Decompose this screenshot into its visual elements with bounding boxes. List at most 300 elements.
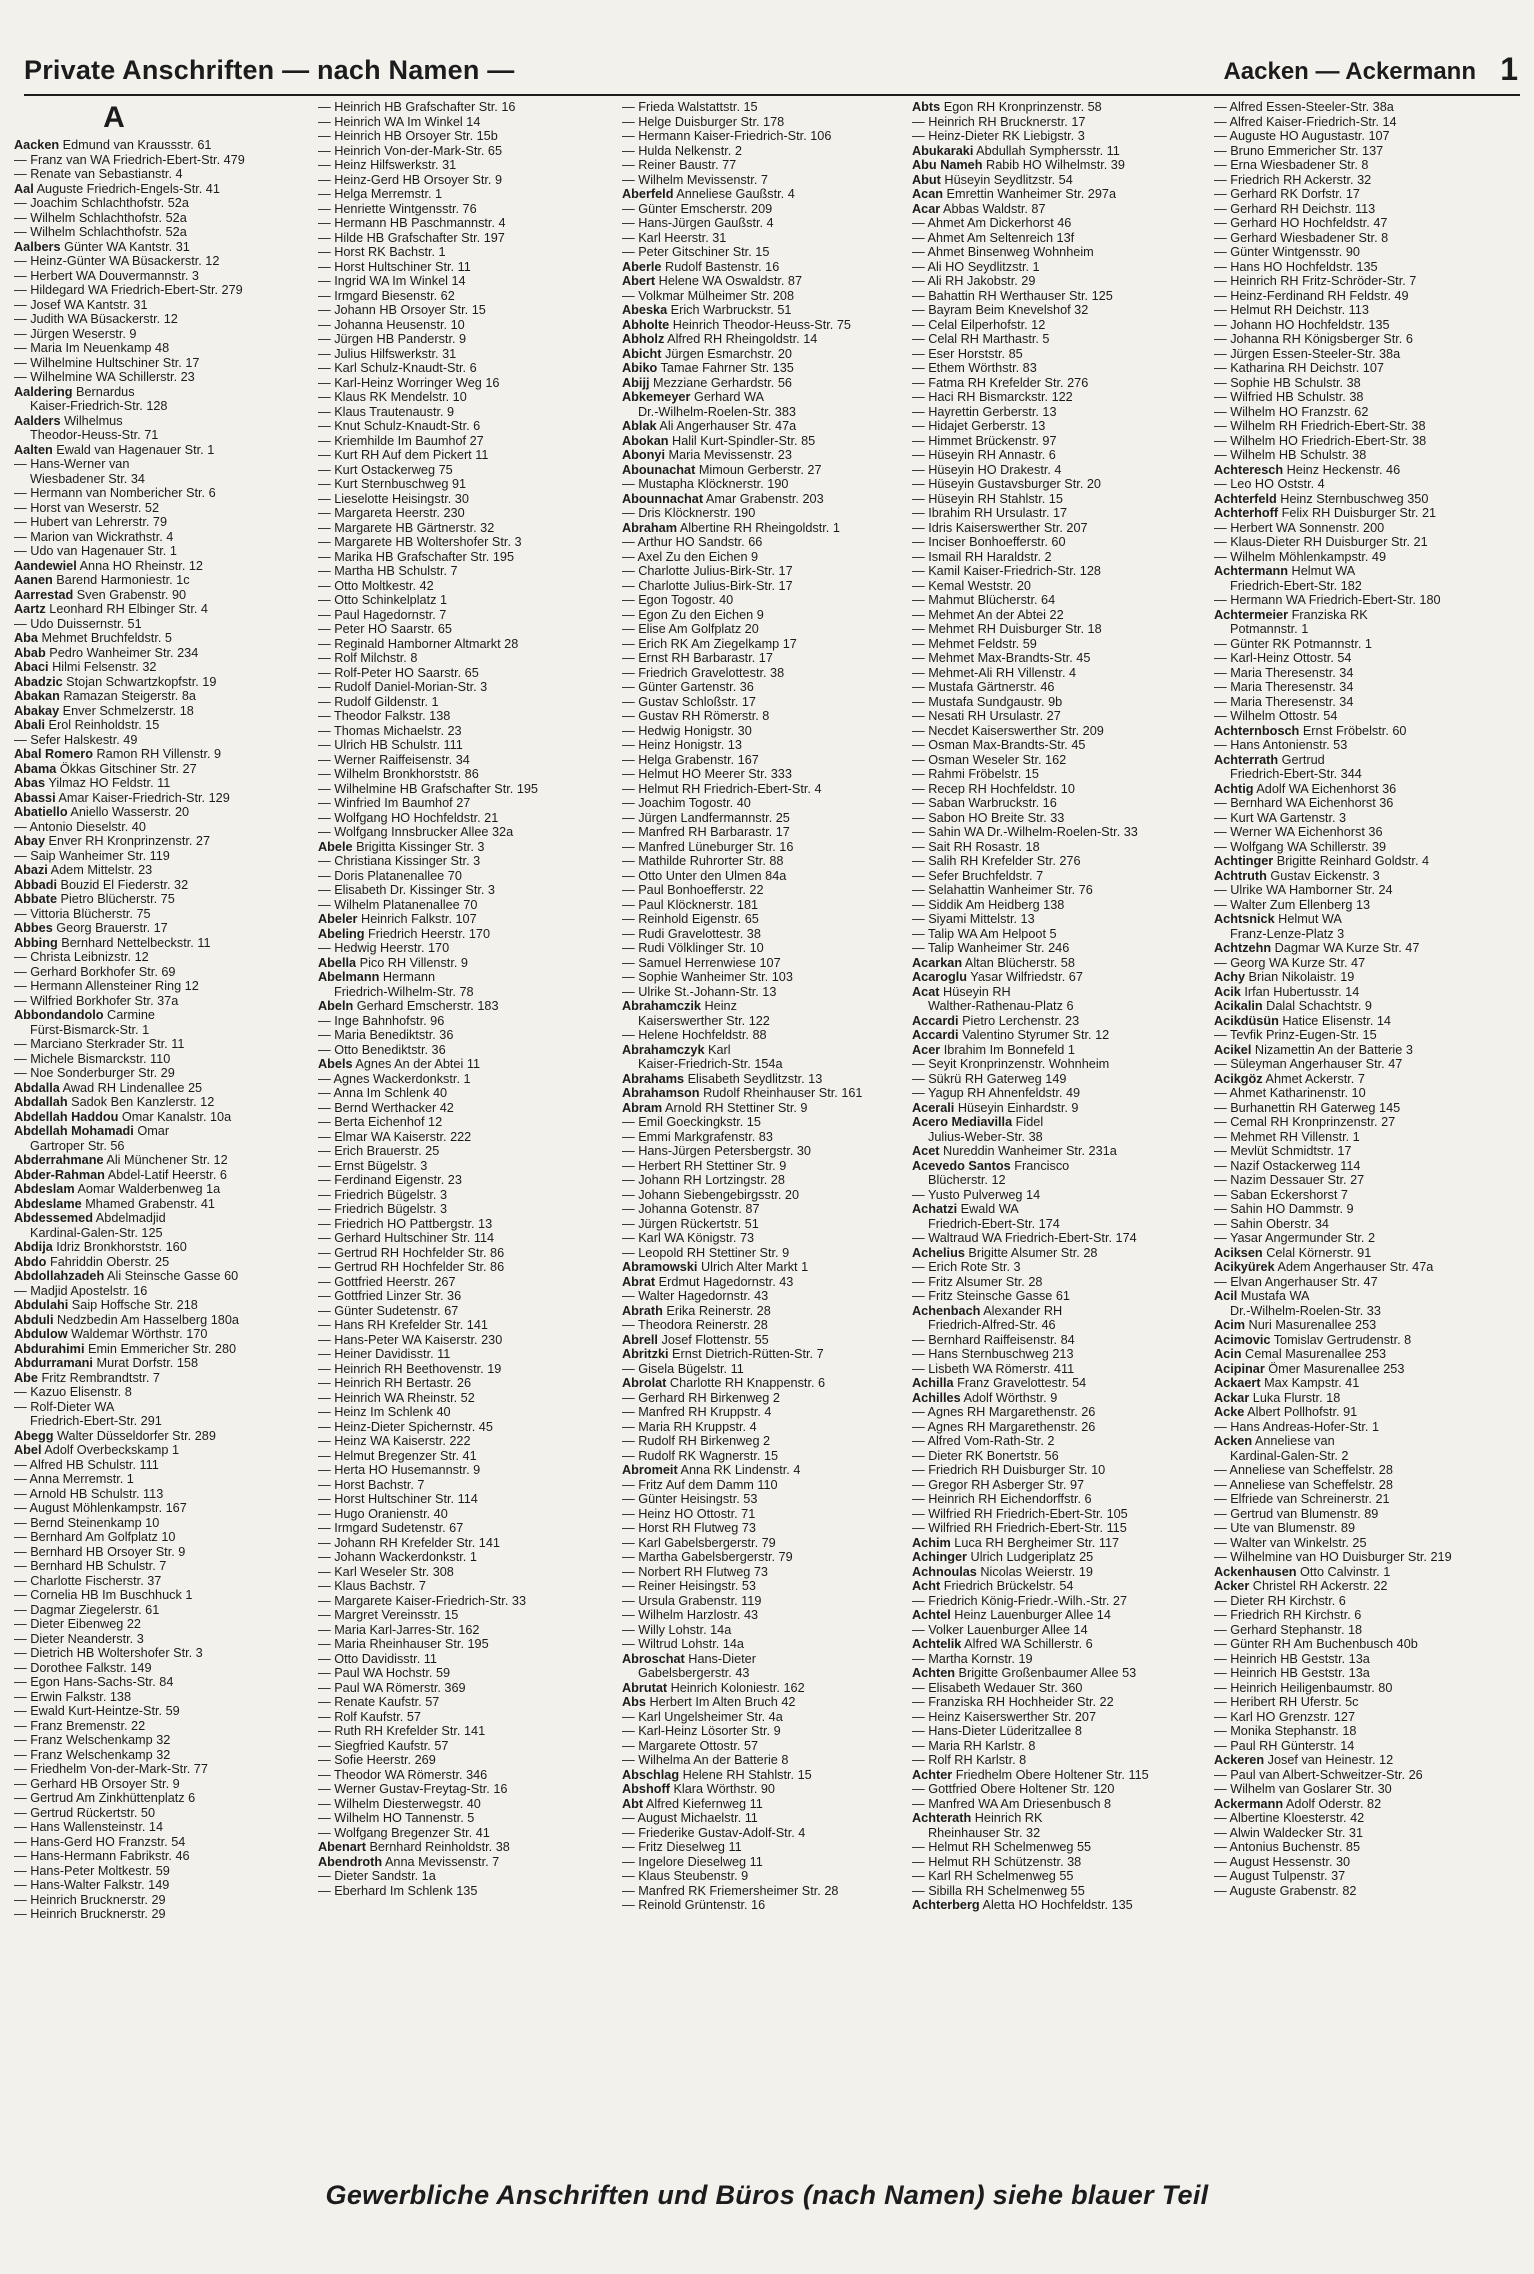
entry-surname: Acar	[912, 201, 941, 216]
entry-details: Leopold RH Stettiner Str. 9	[634, 1245, 790, 1260]
entry-details: Wilhelmine Hultschiner Str. 17	[26, 355, 200, 370]
entry-surname: Acikgöz	[1214, 1071, 1263, 1086]
directory-entry	[912, 1652, 1208, 1667]
directory-entry	[318, 231, 614, 246]
directory-entry	[14, 979, 310, 994]
entry-details: Kazuo Elisenstr. 8	[26, 1385, 132, 1399]
entry-surname: Abay	[14, 834, 46, 848]
entry-details: Yilmaz HO Feldstr. 11	[45, 776, 171, 790]
directory-entry	[318, 985, 614, 1000]
entry-details: Irmgard Biesenstr. 62	[330, 288, 455, 303]
directory-entry	[14, 1574, 310, 1589]
directory-entry	[912, 492, 1208, 507]
directory-entry	[622, 550, 918, 565]
entry-details: Helmut RH Schelmenweg 55	[924, 1840, 1092, 1854]
directory-entry	[318, 1246, 614, 1261]
directory-entry	[912, 1405, 1208, 1420]
directory-entry	[318, 202, 614, 217]
entry-details: Adem Angerhauser Str. 47a	[1274, 1260, 1434, 1274]
directory-entry	[912, 1579, 1208, 1594]
entry-surname: —	[318, 1767, 331, 1782]
entry-details: Sophie Wanheimer Str. 103	[634, 970, 793, 984]
entry-details: Friedrich Gravelottestr. 38	[634, 665, 785, 680]
entry-surname: —	[318, 1318, 331, 1332]
entry-surname: —	[1214, 245, 1227, 259]
entry-details: Amar Kaiser-Friedrich-Str. 129	[55, 790, 230, 805]
entry-surname: —	[622, 549, 635, 564]
entry-surname: —	[1214, 1086, 1227, 1100]
entry-details: Winfried Im Baumhof 27	[330, 796, 471, 810]
entry-surname: —	[912, 361, 925, 375]
directory-entry	[912, 1681, 1208, 1696]
directory-entry	[318, 1695, 614, 1710]
directory-entry	[622, 245, 918, 260]
entry-details: Dieter Neanderstr. 3	[26, 1631, 144, 1646]
directory-entry	[1214, 1826, 1510, 1841]
directory-entry	[1214, 651, 1510, 666]
directory-entry	[912, 840, 1208, 855]
entry-details: Celal Eilperhofstr. 12	[924, 317, 1046, 332]
entry-surname: Abholte	[622, 317, 670, 332]
entry-details: Wilhelmus	[60, 413, 123, 428]
entry-details: Sükrü RH Gaterweg 149	[924, 1071, 1067, 1086]
entry-details: Süleyman Angerhauser Str. 47	[1226, 1057, 1403, 1071]
directory-entry	[912, 1086, 1208, 1101]
directory-entry	[1214, 303, 1510, 318]
entry-details: Karl-Heinz Lösorter Str. 9	[634, 1724, 781, 1738]
entry-details: Potmannstr. 1	[1230, 622, 1309, 636]
directory-entry	[14, 1023, 310, 1038]
entry-surname: Achterfeld	[1214, 491, 1277, 506]
entry-surname: Aberfeld	[622, 187, 674, 201]
entry-details: Wilhelmine HB Grafschafter Str. 195	[330, 781, 538, 796]
entry-surname: Achtermann	[1214, 564, 1289, 578]
entry-details: Wilhelm HO Franzstr. 62	[1226, 404, 1369, 419]
directory-entry	[14, 385, 310, 400]
directory-entry	[318, 1275, 614, 1290]
entry-details: Sibilla RH Schelmenweg 55	[924, 1883, 1085, 1898]
directory-entry	[1214, 361, 1510, 376]
directory-entry	[318, 1652, 614, 1667]
directory-entry	[14, 1704, 310, 1719]
entry-surname: —	[1214, 433, 1227, 448]
directory-entry	[14, 1632, 310, 1647]
entry-surname: —	[912, 651, 925, 665]
entry-details: Wilhelm HO Tannenstr. 5	[330, 1811, 475, 1825]
entry-surname: Aba	[14, 631, 38, 645]
entry-surname: —	[912, 535, 925, 549]
directory-entry	[622, 579, 918, 594]
directory-entry	[912, 1492, 1208, 1507]
directory-entry	[14, 341, 310, 356]
entry-surname: Abroschat	[622, 1651, 685, 1666]
entry-surname: —	[318, 1593, 331, 1608]
directory-entry	[1214, 347, 1510, 362]
directory-entry	[912, 564, 1208, 579]
entry-surname: —	[318, 796, 331, 810]
directory-entry	[318, 724, 614, 739]
directory-entry	[14, 1443, 310, 1458]
entry-details: Theodora Reinerstr. 28	[634, 1318, 768, 1332]
directory-entry	[622, 564, 918, 579]
entry-details: Heinrich RH Fritz-Schröder-Str. 7	[1226, 274, 1417, 288]
directory-entry	[14, 1835, 310, 1850]
directory-entry	[1214, 1753, 1510, 1768]
entry-surname: —	[622, 100, 635, 114]
entry-details: Antonio Dieselstr. 40	[26, 819, 146, 834]
entry-details: Horst RK Bachstr. 1	[330, 245, 446, 259]
directory-entry	[318, 1855, 614, 1870]
directory-entry	[622, 767, 918, 782]
directory-entry	[912, 100, 1208, 115]
entry-surname: Abdellah Mohamadi	[14, 1124, 134, 1138]
entry-surname: —	[14, 1762, 27, 1776]
entry-details: Johann RH Krefelder Str. 141	[330, 1535, 500, 1550]
directory-entry	[622, 173, 918, 188]
entry-surname: —	[1214, 1057, 1227, 1071]
directory-entry	[622, 1898, 918, 1913]
entry-surname: —	[912, 216, 925, 230]
directory-entry	[1214, 709, 1510, 724]
entry-surname: —	[912, 506, 925, 520]
entry-details: Hans-Gerd HO Franzstr. 54	[26, 1834, 186, 1849]
directory-entry	[1214, 1594, 1510, 1609]
entry-details: Helmut RH Schützenstr. 38	[924, 1854, 1082, 1869]
entry-details: Alfred RH Rheingoldstr. 14	[664, 332, 818, 346]
entry-details: Rudolf RH Birkenweg 2	[634, 1434, 771, 1448]
entry-surname: —	[622, 839, 635, 854]
entry-details: Elise Am Golfplatz 20	[634, 622, 759, 636]
entry-details: Elisabeth Wedauer Str. 360	[924, 1680, 1083, 1695]
entry-details: Wiltrud Lohstr. 14a	[634, 1637, 744, 1651]
entry-details: Gartroper Str. 56	[30, 1138, 125, 1153]
directory-entry	[14, 588, 310, 603]
directory-entry	[1214, 579, 1510, 594]
directory-entry	[912, 318, 1208, 333]
entry-details: Adolf Overbeckskamp 1	[41, 1443, 180, 1457]
entry-details: Gustav Schloßstr. 17	[634, 694, 756, 709]
entry-surname: —	[912, 1782, 925, 1796]
entry-details: Rudolf Bastenstr. 16	[661, 259, 780, 274]
entry-details: Wilhelmine van HO Duisburger Str. 219	[1226, 1550, 1452, 1564]
entry-details: Wolfgang HO Hochfeldstr. 21	[330, 810, 499, 825]
entry-details: Wilhelm Ottostr. 54	[1226, 709, 1338, 723]
directory-entry	[912, 1043, 1208, 1058]
entry-surname: —	[622, 1593, 635, 1608]
directory-entry	[14, 1530, 310, 1545]
entry-details: Paul van Albert-Schweitzer-Str. 26	[1226, 1767, 1423, 1782]
entry-details: Ernst RH Barbarastr. 17	[634, 651, 773, 665]
entry-details: Heinrich Brucknerstr. 29	[26, 1892, 166, 1907]
directory-entry	[912, 231, 1208, 246]
directory-entry	[622, 274, 918, 289]
entry-details: Otto Calvinstr. 1	[1296, 1564, 1391, 1579]
entry-details: Ahmet Binsenweg Wohnheim	[924, 245, 1094, 259]
entry-details: Egon Togostr. 40	[634, 593, 734, 607]
entry-surname: —	[1214, 1883, 1227, 1898]
directory-entry	[318, 1623, 614, 1638]
directory-entry	[14, 834, 310, 849]
directory-entry	[1214, 1434, 1510, 1449]
directory-entry	[318, 593, 614, 608]
entry-surname: Achtermeier	[1214, 607, 1289, 622]
directory-entry	[14, 675, 310, 690]
entry-details: Carmine	[103, 1008, 155, 1022]
entry-details: Günter RH Am Buchenbusch 40b	[1226, 1637, 1418, 1651]
entry-details: August Tulpenstr. 37	[1226, 1869, 1346, 1883]
entry-surname: —	[622, 1158, 635, 1173]
entry-details: Omar Kanalstr. 10a	[118, 1109, 232, 1124]
directory-entry	[14, 1342, 310, 1357]
directory-entry	[622, 724, 918, 739]
entry-surname: —	[14, 1820, 27, 1834]
entry-surname: —	[622, 201, 635, 216]
entry-surname: —	[318, 317, 331, 332]
directory-entry	[1214, 1579, 1510, 1594]
entry-details: Nizamettin An der Batterie 3	[1251, 1042, 1413, 1057]
entry-surname: —	[14, 268, 27, 283]
directory-entry	[912, 1391, 1208, 1406]
directory-entry	[14, 892, 310, 907]
entry-surname: —	[1214, 129, 1227, 143]
entry-details: Ali Münchener Str. 12	[103, 1153, 228, 1167]
directory-entry	[622, 1666, 918, 1681]
directory-entry	[14, 1690, 310, 1705]
entry-details: Ernst Dietrich-Rütten-Str. 7	[668, 1347, 824, 1361]
entry-details: Emrettin Wanheimer Str. 297a	[943, 187, 1117, 201]
directory-entry	[318, 521, 614, 536]
entry-surname: —	[912, 1448, 925, 1463]
entry-surname: —	[1214, 1115, 1227, 1129]
directory-entry	[1214, 666, 1510, 681]
entry-details: Otto Schinkelplatz 1	[330, 593, 448, 607]
directory-entry	[1214, 1115, 1510, 1130]
entry-surname: —	[912, 680, 925, 694]
directory-entry	[318, 1434, 614, 1449]
entry-surname: —	[622, 1637, 635, 1651]
entry-details: Valentino Styrumer Str. 12	[958, 1028, 1110, 1042]
directory-entry	[318, 1159, 614, 1174]
entry-details: Gertrud Am Zinkhüttenplatz 6	[26, 1791, 196, 1805]
entry-details: Michele Bismarckstr. 110	[26, 1051, 171, 1066]
directory-entry	[14, 1893, 310, 1908]
entry-details: Gottfried Heerstr. 267	[330, 1274, 456, 1289]
entry-details: Bernhard HB Orsoyer Str. 9	[26, 1544, 186, 1559]
directory-entry	[1214, 1405, 1510, 1420]
entry-surname: —	[622, 709, 635, 723]
entry-surname: —	[14, 1776, 27, 1791]
entry-details: Johann Siebengebirgsstr. 20	[634, 1187, 800, 1202]
entry-details: Hans Andreas-Hofer-Str. 1	[1226, 1419, 1380, 1434]
entry-details: Wilhelm RH Friedrich-Ebert-Str. 38	[1226, 419, 1426, 433]
directory-entry	[1214, 463, 1510, 478]
entry-details: Ewald WA	[957, 1202, 1019, 1216]
entry-surname: —	[622, 1129, 635, 1144]
entry-details: Felix RH Duisburger Str. 21	[1278, 506, 1437, 520]
entry-surname: —	[622, 1477, 635, 1492]
entry-details: Hans Antonienstr. 53	[1226, 738, 1348, 752]
entry-details: Aniello Wasserstr. 20	[67, 805, 190, 819]
entry-details: Sait RH Rosastr. 18	[924, 839, 1040, 854]
directory-entry	[1214, 506, 1510, 521]
entry-surname: —	[622, 288, 635, 303]
entry-details: Friedrich HO Pattbergstr. 13	[330, 1216, 493, 1231]
directory-entry	[1214, 1884, 1510, 1899]
directory-entry	[912, 1159, 1208, 1174]
directory-entry	[1214, 1028, 1510, 1043]
directory-entry	[318, 332, 614, 347]
entry-details: Yusto Pulverweg 14	[924, 1187, 1041, 1202]
entry-details: Paul RH Günterstr. 14	[1226, 1738, 1355, 1753]
directory-entry	[1214, 1275, 1510, 1290]
entry-details: Karl-Heinz Worringer Weg 16	[330, 375, 500, 390]
entry-details: Friedrich RH Ackerstr. 32	[1226, 172, 1372, 187]
entry-details: Marion van Wickrathstr. 4	[26, 529, 174, 544]
directory-entry	[318, 1637, 614, 1652]
directory-entry	[318, 1710, 614, 1725]
entry-surname: —	[318, 1463, 331, 1477]
directory-entry	[14, 327, 310, 342]
directory-entry	[912, 1014, 1208, 1029]
directory-entry	[318, 840, 614, 855]
entry-details: Friedrich-Alfred-Str. 46	[928, 1318, 1056, 1332]
entry-details: Johann Wackerdonkstr. 1	[330, 1550, 477, 1564]
entry-details: Ferdinand Eigenstr. 23	[330, 1173, 462, 1187]
entry-surname: Abut	[912, 172, 941, 187]
entry-details: Hans Sternbuschweg 213	[924, 1347, 1074, 1361]
entry-details: Friedrich Bügelstr. 3	[330, 1202, 448, 1216]
entry-surname: —	[318, 593, 331, 607]
entry-surname: —	[14, 1399, 27, 1414]
entry-surname: Abs	[622, 1695, 646, 1709]
directory-entry	[622, 390, 918, 405]
entry-details: Heinz-Gerd HB Orsoyer Str. 9	[330, 172, 503, 187]
entry-surname: —	[14, 297, 27, 312]
entry-surname: —	[622, 245, 635, 259]
directory-entry	[622, 1449, 918, 1464]
directory-entry	[318, 622, 614, 637]
entry-details: Blücherstr. 12	[928, 1173, 1006, 1187]
footer-note: Gewerbliche Anschriften und Büros (nach Namen) siehe blauer Teil	[325, 2180, 1209, 2210]
entry-surname: —	[14, 1849, 27, 1863]
directory-entry	[14, 1081, 310, 1096]
entry-details: Manfred WA Am Driesenbusch 8	[924, 1796, 1112, 1811]
entry-surname: —	[1214, 448, 1227, 462]
directory-entry	[622, 1144, 918, 1159]
entry-surname: —	[912, 114, 925, 129]
entry-details: Albert Pollhofstr. 91	[1244, 1405, 1358, 1419]
entry-surname: —	[622, 622, 635, 636]
entry-surname: —	[622, 564, 635, 578]
entry-details: Heinz-Ferdinand RH Feldstr. 49	[1226, 288, 1409, 303]
directory-entry	[622, 985, 918, 1000]
directory-entry	[14, 689, 310, 704]
entry-surname: —	[318, 1521, 331, 1535]
directory-entry	[1214, 593, 1510, 608]
entry-details: Walter Zum Ellenberg 13	[1226, 897, 1371, 912]
directory-entry	[912, 1521, 1208, 1536]
entry-surname: —	[912, 607, 925, 622]
entry-details: Hermann HB Paschmannstr. 4	[330, 216, 506, 230]
entry-surname: —	[14, 819, 27, 834]
entry-details: Halil Kurt-Spindler-Str. 85	[668, 433, 816, 448]
entry-details: Heribert RH Uferstr. 5c	[1226, 1695, 1359, 1709]
entry-surname: —	[318, 1303, 331, 1318]
entry-details: Samuel Herrenwiese 107	[634, 955, 781, 970]
entry-details: Theodor-Heuss-Str. 71	[30, 428, 159, 442]
directory-entry	[1214, 1057, 1510, 1072]
entry-details: Recep RH Hochfeldstr. 10	[924, 781, 1075, 796]
entry-surname: —	[622, 1361, 635, 1376]
entry-details: Ökkas Gitschiner Str. 27	[56, 761, 197, 776]
entry-details: Alexander RH	[980, 1303, 1063, 1318]
entry-details: Anna RK Lindenstr. 4	[677, 1463, 801, 1477]
entry-surname: Aalten	[14, 442, 53, 457]
entry-details: Mhamed Grabenstr. 41	[81, 1196, 215, 1211]
entry-details: Heinz Lauenburger Allee 14	[950, 1608, 1111, 1622]
entry-details: Anna Merremstr. 1	[26, 1472, 134, 1486]
directory-entry	[912, 1753, 1208, 1768]
directory-entry	[1214, 1855, 1510, 1870]
entry-surname: —	[1214, 883, 1227, 897]
entry-details: Dalal Schachtstr. 9	[1262, 999, 1372, 1013]
directory-entry	[912, 1478, 1208, 1493]
directory-entry	[14, 1733, 310, 1748]
directory-entry	[318, 260, 614, 275]
entry-details: Friedrich Brückelstr. 54	[940, 1579, 1074, 1593]
entry-details: Walter Hagedornstr. 43	[634, 1289, 769, 1303]
directory-entry	[1214, 1362, 1510, 1377]
entry-surname: —	[318, 578, 331, 593]
directory-entry	[318, 1362, 614, 1377]
entry-details: Awad RH Lindenallee 25	[59, 1080, 203, 1095]
entry-details: Salih RH Krefelder Str. 276	[924, 854, 1081, 868]
entry-surname: —	[912, 1071, 925, 1086]
entry-details: Emil Goeckingkstr. 15	[634, 1115, 761, 1129]
entry-details: Mathilde Ruhrorter Str. 88	[634, 854, 784, 868]
entry-surname: —	[1214, 1274, 1227, 1289]
entry-surname: Ackermann	[1214, 1796, 1284, 1811]
entry-details: Alfred HB Schulstr. 111	[26, 1457, 159, 1472]
entry-surname: Accardi	[912, 1028, 959, 1042]
directory-entry	[318, 303, 614, 318]
entry-details: Eberhard Im Schlenk 135	[330, 1883, 478, 1898]
entry-details: Alwin Waldecker Str. 31	[1226, 1825, 1364, 1840]
entry-surname: —	[912, 912, 925, 926]
directory-entry	[622, 434, 918, 449]
directory-entry	[1214, 1768, 1510, 1783]
directory-entry	[1214, 1188, 1510, 1203]
entry-surname: —	[622, 636, 635, 651]
entry-details: Rudolf Rheinhauser Str. 161	[699, 1086, 863, 1100]
entry-details: Saban Warbruckstr. 16	[924, 796, 1057, 810]
entry-surname: —	[622, 694, 635, 709]
entry-surname: —	[14, 993, 27, 1008]
entry-surname: —	[912, 883, 925, 897]
entry-surname: —	[1214, 1608, 1227, 1622]
directory-entry	[1214, 1333, 1510, 1348]
directory-entry	[622, 680, 918, 695]
directory-entry	[622, 970, 918, 985]
entry-surname: Acik	[1214, 984, 1241, 999]
entry-surname: Abschlag	[622, 1767, 680, 1782]
entry-surname: —	[318, 1202, 331, 1216]
entry-surname: —	[1214, 738, 1227, 752]
entry-surname: —	[14, 1559, 27, 1573]
directory-entry	[14, 646, 310, 661]
entry-surname: —	[622, 1811, 635, 1825]
page-number: 1	[1500, 51, 1518, 87]
